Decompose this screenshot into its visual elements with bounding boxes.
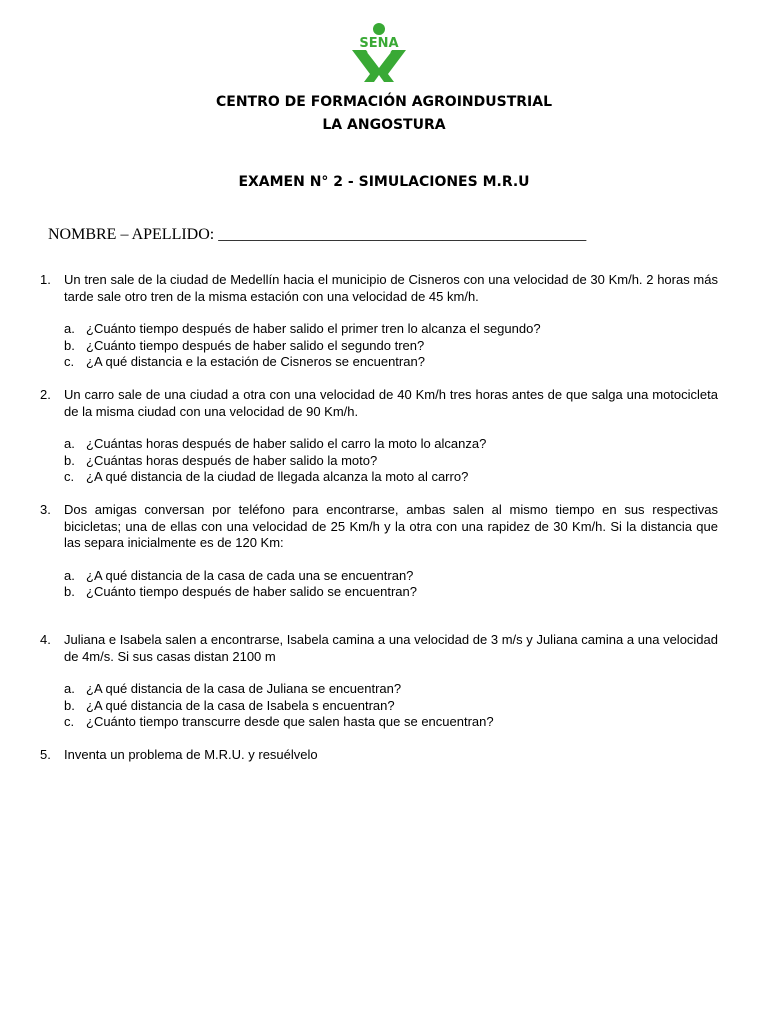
- sub-question-text: ¿Cuántas horas después de haber salido la moto?: [86, 452, 378, 468]
- question-text: Un tren sale de la ciudad de Medellín hacia el municipio de Cisneros con una velocidad de 30 Km/h. 2 horas más tarde sale otro tren de la misma estación con una velocidad de 45 km/h.: [64, 272, 718, 304]
- question-number: 1.: [40, 272, 51, 287]
- institution-name: CENTRO DE FORMACIÓN AGROINDUSTRIAL: [215, 94, 552, 110]
- sub-question-text: ¿Cuántas horas después de haber salido el carro la moto lo alcanza?: [86, 436, 487, 451]
- sub-question-text: ¿Cuánto tiempo transcurre desde que salen hasta que se encuentran?: [86, 714, 494, 729]
- sub-question-letter: a.: [64, 567, 75, 583]
- question-1: [40, 272, 718, 371]
- logo-text: SENA: [359, 36, 399, 51]
- sub-question: [64, 436, 718, 453]
- question-5: [40, 747, 718, 764]
- sub-question: [64, 568, 718, 585]
- sub-question: [64, 354, 718, 371]
- sub-question-letter: b.: [64, 584, 75, 599]
- sub-question-list: [64, 436, 718, 486]
- sub-question-letter: a.: [64, 321, 75, 336]
- question-number: 4.: [40, 632, 51, 647]
- sub-question: [64, 714, 718, 731]
- sub-question: [64, 453, 718, 470]
- question-number: 3.: [40, 502, 51, 517]
- sub-question-list: [64, 568, 718, 601]
- question-2: [40, 387, 718, 486]
- sub-question-text: ¿Cuánto tiempo después de haber salido el primer tren lo alcanza el segundo?: [86, 321, 541, 336]
- sub-question: [64, 469, 718, 486]
- institution-location: LA ANGOSTURA: [322, 117, 446, 133]
- sub-question-letter: b.: [64, 452, 75, 468]
- sub-question-list: [64, 321, 718, 371]
- exam-title: EXAMEN N° 2 - SIMULACIONES M.R.U: [238, 174, 530, 190]
- sub-question-letter: c.: [64, 354, 75, 369]
- sub-question-text: ¿A qué distancia de la casa de Juliana se encuentran?: [86, 681, 402, 696]
- sub-question-text: ¿A qué distancia de la casa de Isabela s encuentran?: [86, 697, 395, 713]
- sub-question-text: ¿A qué distancia e la estación de Cisneros se encuentran?: [86, 354, 425, 369]
- sub-question-text: ¿A qué distancia de la ciudad de llegada alcanza la moto al carro?: [86, 469, 469, 484]
- sub-question-list: [64, 681, 718, 731]
- sub-question-text: ¿Cuánto tiempo después de haber salido el segundo tren?: [86, 337, 425, 353]
- question-text: Inventa un problema de M.R.U. y resuélvelo: [64, 747, 318, 762]
- question-number: 5.: [40, 747, 51, 762]
- question-3: [40, 502, 718, 601]
- question-4: [40, 632, 718, 731]
- sub-question: [64, 321, 718, 338]
- question-text: Juliana e Isabela salen a encontrarse, Isabela camina a una velocidad de 3 m/s y Juliana camina a una velocidad de 4m/s. Si sus casas distan 2100 m: [64, 632, 718, 664]
- sub-question: [64, 681, 718, 698]
- sub-question-letter: b.: [64, 337, 75, 353]
- name-field: NOMBRE – APELLIDO: ______________________________________________: [48, 226, 587, 243]
- sub-question-letter: a.: [64, 436, 75, 451]
- sub-question-letter: c.: [64, 714, 75, 729]
- sub-question-letter: b.: [64, 697, 75, 713]
- sub-question-text: ¿A qué distancia de la casa de cada una se encuentran?: [86, 567, 414, 583]
- question-number: 2.: [40, 387, 51, 402]
- sub-question-letter: c.: [64, 469, 75, 484]
- question-text: Dos amigas conversan por teléfono para encontrarse, ambas salen al mismo tiempo en sus respectivas bicicletas; una de ellas con una velocidad de 25 Km/h y la otra con una rapidez de 30 Km/h. Si la distancia que las separa inicialmente es de 120 Km:: [64, 502, 718, 550]
- sub-question: [64, 338, 718, 355]
- sub-question: [64, 698, 718, 715]
- sub-question: [64, 584, 718, 601]
- sub-question-text: ¿Cuánto tiempo después de haber salido se encuentran?: [86, 584, 417, 599]
- question-text: Un carro sale de una ciudad a otra con una velocidad de 40 Km/h tres horas antes de que salga una motocicleta de la misma ciudad con una velocidad de 90 Km/h.: [64, 387, 718, 419]
- sub-question-letter: a.: [64, 681, 75, 696]
- sena-logo: [348, 22, 410, 84]
